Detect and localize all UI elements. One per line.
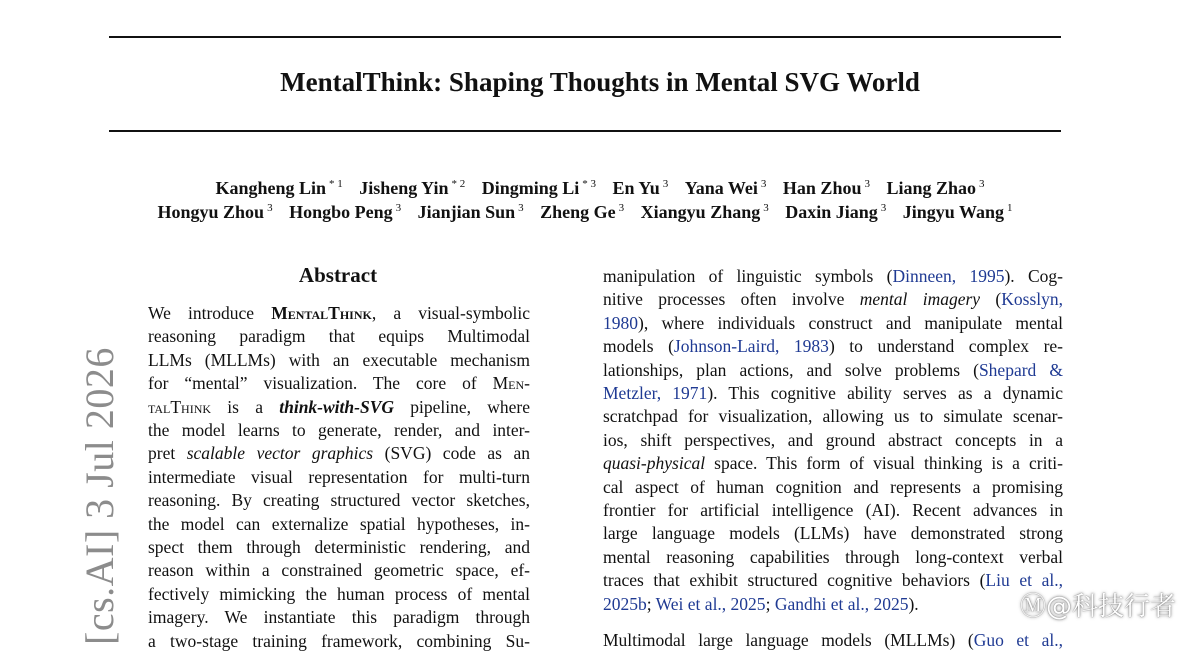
abstract-line: the model learns to generate, render, and inter- bbox=[148, 420, 530, 441]
intro-line: 1980), where individuals construct and manipulate mental bbox=[603, 312, 1063, 333]
intro-line: traces that exhibit structured cognitive behaviors (Liu et al., bbox=[603, 570, 1064, 591]
author: Xiangyu Zhang $^3$ bbox=[640, 202, 769, 222]
author: Kangheng Lin $^{* 1}$ bbox=[215, 178, 343, 198]
author: Jingyu Wang $^1$ bbox=[902, 202, 1013, 222]
citation-link[interactable]: Kosslyn, bbox=[1001, 289, 1063, 310]
abstract-line: reasoning. By creating structured vector sketches, bbox=[148, 490, 530, 511]
intro-line: ios, shift perspectives, and ground abstract concepts in a bbox=[603, 429, 1063, 450]
title-top-rule bbox=[109, 36, 1061, 38]
author: Hongyu Zhou $^3$ bbox=[157, 202, 273, 222]
intro-paragraph-1 bbox=[603, 265, 1063, 616]
intro-line: quasi-physical space. This form of visual thinking is a criti- bbox=[603, 453, 1063, 474]
citation-link[interactable]: 1980 bbox=[603, 312, 638, 333]
abstract-line: spect them through deterministic rendering, and bbox=[148, 537, 530, 558]
title-bottom-rule bbox=[109, 130, 1061, 132]
intro-line: manipulation of linguistic symbols (Dinneen, 1995). Cog- bbox=[603, 266, 1064, 286]
author: Yana Wei $^3$ bbox=[684, 178, 767, 198]
author: Daxin Jiang $^3$ bbox=[785, 202, 887, 222]
citation-link[interactable]: Metzler, 1971 bbox=[603, 383, 708, 404]
author: Dingming Li $^{* 3}$ bbox=[481, 178, 597, 198]
intro-line: large language models (LLMs) have demonstrated strong bbox=[603, 523, 1063, 544]
citation-link[interactable]: Gandhi et al., 2025 bbox=[774, 593, 909, 614]
citation-link[interactable]: 2025b bbox=[603, 593, 647, 614]
abstract-line: for “mental” visualization. The core of Men- bbox=[148, 373, 530, 394]
citation-link[interactable]: Shepard & bbox=[978, 359, 1063, 380]
method-name: MentalThink bbox=[271, 303, 372, 323]
author: En Yu $^3$ bbox=[612, 178, 669, 198]
abstract-line: LLMs (MLLMs) with an executable mechanism bbox=[148, 349, 530, 370]
abstract-line: intermediate visual representation for multi-turn bbox=[148, 466, 530, 487]
intro-line: cal aspect of human cognition and represents a promising bbox=[603, 476, 1063, 497]
abstract-line: imagery. We instantiate this paradigm through bbox=[148, 607, 530, 628]
abstract-line: a two-stage training framework, combining Su- bbox=[148, 630, 530, 651]
introduction-body bbox=[603, 265, 1064, 651]
intro-line: models (Johnson-Laird, 1983) to understand complex re- bbox=[603, 336, 1063, 357]
author: Han Zhou $^3$ bbox=[782, 178, 870, 198]
intro-line: Multimodal large language models (MLLMs) (Guo et al., bbox=[603, 630, 1063, 651]
author: Jianjian Sun $^3$ bbox=[417, 202, 524, 222]
abstract-line: fectively mimicking the human process of mental bbox=[148, 583, 530, 604]
abstract-heading: Abstract bbox=[298, 263, 378, 287]
intro-line: frontier for artificial intelligence (AI). Recent advances in bbox=[603, 500, 1063, 521]
author-list-row-2 bbox=[0, 196, 1170, 224]
paper-title: MentalThink: Shaping Thoughts in Mental SVG World bbox=[280, 67, 920, 97]
intro-line: 2025b; Wei et al., 2025; Gandhi et al., 2025). bbox=[603, 593, 919, 614]
arxiv-identifier-stamp bbox=[14, 345, 122, 645]
author: Jisheng Yin $^{* 2}$ bbox=[359, 178, 466, 198]
abstract-line: pret scalable vector graphics (SVG) code as an bbox=[148, 443, 530, 464]
abstract-line: reason within a constrained geometric space, ef- bbox=[148, 560, 530, 581]
abstract-line: We introduce MentalThink, a visual-symbolic bbox=[148, 303, 530, 323]
author: Zheng Ge $^3$ bbox=[540, 202, 625, 222]
citation-link[interactable]: Wei et al., 2025 bbox=[655, 593, 766, 614]
citation-link[interactable]: Dinneen, 1995 bbox=[892, 266, 1005, 286]
source-watermark: Ⓜ@科技行者 bbox=[1019, 592, 1176, 622]
citation-link[interactable]: Liu et al., bbox=[985, 570, 1064, 591]
intro-paragraph-2 bbox=[603, 629, 1063, 652]
abstract-line: reasoning paradigm that equips Multimodal bbox=[148, 326, 530, 347]
author: Hongbo Peng $^3$ bbox=[289, 202, 402, 222]
citation-link[interactable]: Guo et al., bbox=[973, 630, 1063, 651]
arxiv-stamp-text: [cs.AI] 3 Jul 2026 bbox=[77, 347, 122, 645]
abstract-line: the model can externalize spatial hypotheses, in- bbox=[148, 513, 530, 534]
abstract-body bbox=[148, 302, 530, 651]
citation-link[interactable]: Johnson-Laird, 1983 bbox=[673, 336, 829, 357]
author: Liang Zhao $^3$ bbox=[886, 178, 985, 198]
abstract-line: talThink is a think-with-SVG pipeline, where bbox=[148, 396, 530, 417]
intro-line: lationships, plan actions, and solve problems (Shepard & bbox=[603, 359, 1063, 380]
intro-line: scratchpad for visualization, allowing us to simulate scenar- bbox=[603, 406, 1063, 427]
intro-line: nitive processes often involve mental imagery (Kosslyn, bbox=[603, 289, 1063, 310]
intro-line: Metzler, 1971). This cognitive ability serves as a dynamic bbox=[603, 383, 1064, 404]
intro-line: mental reasoning capabilities through long-context verbal bbox=[603, 546, 1063, 567]
